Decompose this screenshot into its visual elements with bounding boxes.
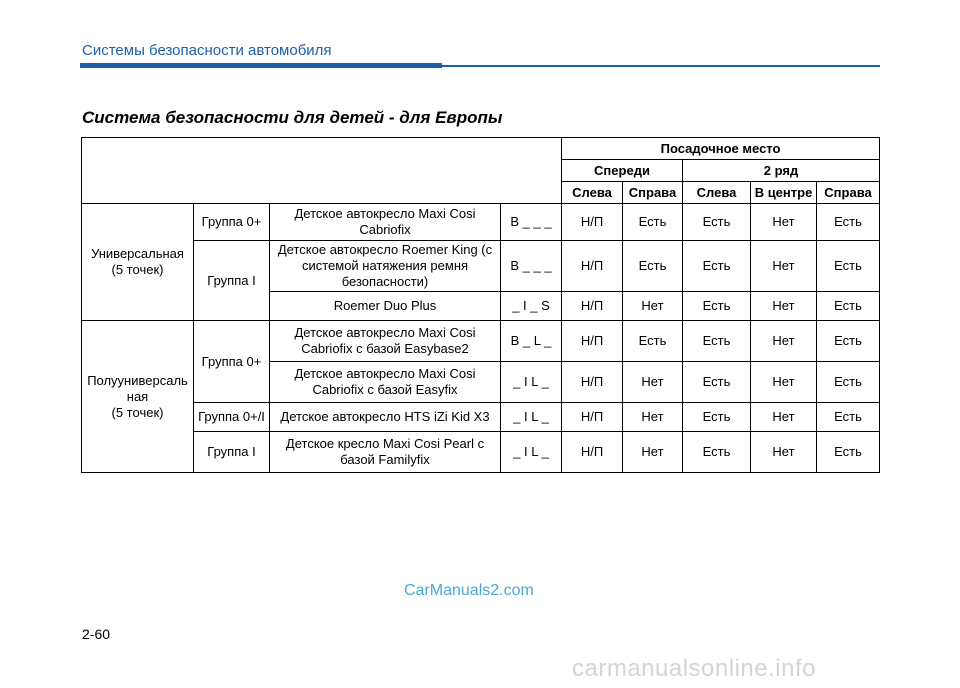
value-cell: Нет bbox=[623, 403, 683, 432]
category-cell: Универсальная (5 точек) bbox=[82, 204, 194, 321]
code-cell: B _ _ _ bbox=[501, 204, 562, 241]
table-row bbox=[82, 204, 880, 241]
header-col-front-left: Слева bbox=[562, 182, 623, 204]
code-cell: _ I L _ bbox=[501, 403, 562, 432]
group-cell: Группа 0+ bbox=[194, 321, 270, 403]
value-cell: Есть bbox=[623, 204, 683, 241]
group-cell: Группа I bbox=[194, 432, 270, 473]
value-cell: Нет bbox=[751, 292, 817, 321]
value-cell: Есть bbox=[623, 321, 683, 362]
seat-cell: Детское автокресло Roemer King (с системой натяжения ремня безопасности) bbox=[270, 241, 501, 292]
value-cell: Есть bbox=[817, 204, 880, 241]
header-col-front-right: Справа bbox=[623, 182, 683, 204]
page-number: 2-60 bbox=[82, 626, 111, 642]
value-cell: Нет bbox=[751, 403, 817, 432]
header-col-rear-center: В центре bbox=[751, 182, 817, 204]
seat-cell: Детское автокресло HTS iZi Kid X3 bbox=[270, 403, 501, 432]
value-cell: Есть bbox=[817, 321, 880, 362]
table-row bbox=[82, 241, 880, 292]
seat-cell: Детское автокресло Maxi Cosi Cabriofix bbox=[270, 204, 501, 241]
value-cell: Нет bbox=[751, 321, 817, 362]
value-cell: Нет bbox=[623, 432, 683, 473]
header-front: Спереди bbox=[562, 160, 683, 182]
value-cell: Есть bbox=[817, 362, 880, 403]
seat-cell: Детское автокресло Maxi Cosi Cabriofix с базой Easyfix bbox=[270, 362, 501, 403]
value-cell: Нет bbox=[623, 362, 683, 403]
value-cell: Есть bbox=[817, 292, 880, 321]
table-row bbox=[82, 321, 880, 362]
header-rule-thin bbox=[442, 65, 880, 67]
section-title: Система безопасности для детей - для Европы bbox=[82, 108, 503, 127]
header-col-rear-left: Слева bbox=[683, 182, 751, 204]
value-cell: Н/П bbox=[562, 432, 623, 473]
header-second-row: 2 ряд bbox=[683, 160, 880, 182]
child-seat-table bbox=[81, 137, 880, 473]
code-cell: _ I L _ bbox=[501, 432, 562, 473]
group-cell: Группа 0+ bbox=[194, 204, 270, 241]
value-cell: Н/П bbox=[562, 292, 623, 321]
table-row bbox=[82, 432, 880, 473]
header-rule bbox=[80, 63, 442, 68]
value-cell: Н/П bbox=[562, 204, 623, 241]
seat-cell: Roemer Duo Plus bbox=[270, 292, 501, 321]
group-cell: Группа 0+/I bbox=[194, 403, 270, 432]
value-cell: Н/П bbox=[562, 403, 623, 432]
footer-watermark: carmanualsonline.info bbox=[572, 655, 816, 682]
header-title: Системы безопасности автомобиля bbox=[82, 42, 332, 59]
value-cell: Есть bbox=[683, 292, 751, 321]
watermark-link[interactable]: CarManuals2.com bbox=[404, 582, 534, 599]
value-cell: Н/П bbox=[562, 362, 623, 403]
value-cell: Н/П bbox=[562, 321, 623, 362]
code-cell: _ I _ S bbox=[501, 292, 562, 321]
table-row bbox=[82, 403, 880, 432]
value-cell: Есть bbox=[683, 204, 751, 241]
header-col-rear-right: Справа bbox=[817, 182, 880, 204]
code-cell: B _ _ _ bbox=[501, 241, 562, 292]
value-cell: Н/П bbox=[562, 241, 623, 292]
group-cell: Группа I bbox=[194, 241, 270, 321]
value-cell: Есть bbox=[817, 403, 880, 432]
value-cell: Нет bbox=[751, 241, 817, 292]
category-cell: Полууниверсаль ная (5 точек) bbox=[82, 321, 194, 473]
value-cell: Есть bbox=[683, 432, 751, 473]
header-seat-position: Посадочное место bbox=[562, 138, 880, 160]
value-cell: Нет bbox=[623, 292, 683, 321]
value-cell: Нет bbox=[751, 204, 817, 241]
value-cell: Есть bbox=[683, 241, 751, 292]
code-cell: _ I L _ bbox=[501, 362, 562, 403]
value-cell: Нет bbox=[751, 432, 817, 473]
value-cell: Нет bbox=[751, 362, 817, 403]
seat-cell: Детское кресло Maxi Cosi Pearl с базой Familyfix bbox=[270, 432, 501, 473]
value-cell: Есть bbox=[817, 432, 880, 473]
code-cell: B _ L _ bbox=[501, 321, 562, 362]
value-cell: Есть bbox=[817, 241, 880, 292]
value-cell: Есть bbox=[683, 362, 751, 403]
value-cell: Есть bbox=[683, 403, 751, 432]
value-cell: Есть bbox=[623, 241, 683, 292]
seat-cell: Детское автокресло Maxi Cosi Cabriofix с базой Easybase2 bbox=[270, 321, 501, 362]
value-cell: Есть bbox=[683, 321, 751, 362]
header-empty-cell bbox=[82, 138, 562, 204]
